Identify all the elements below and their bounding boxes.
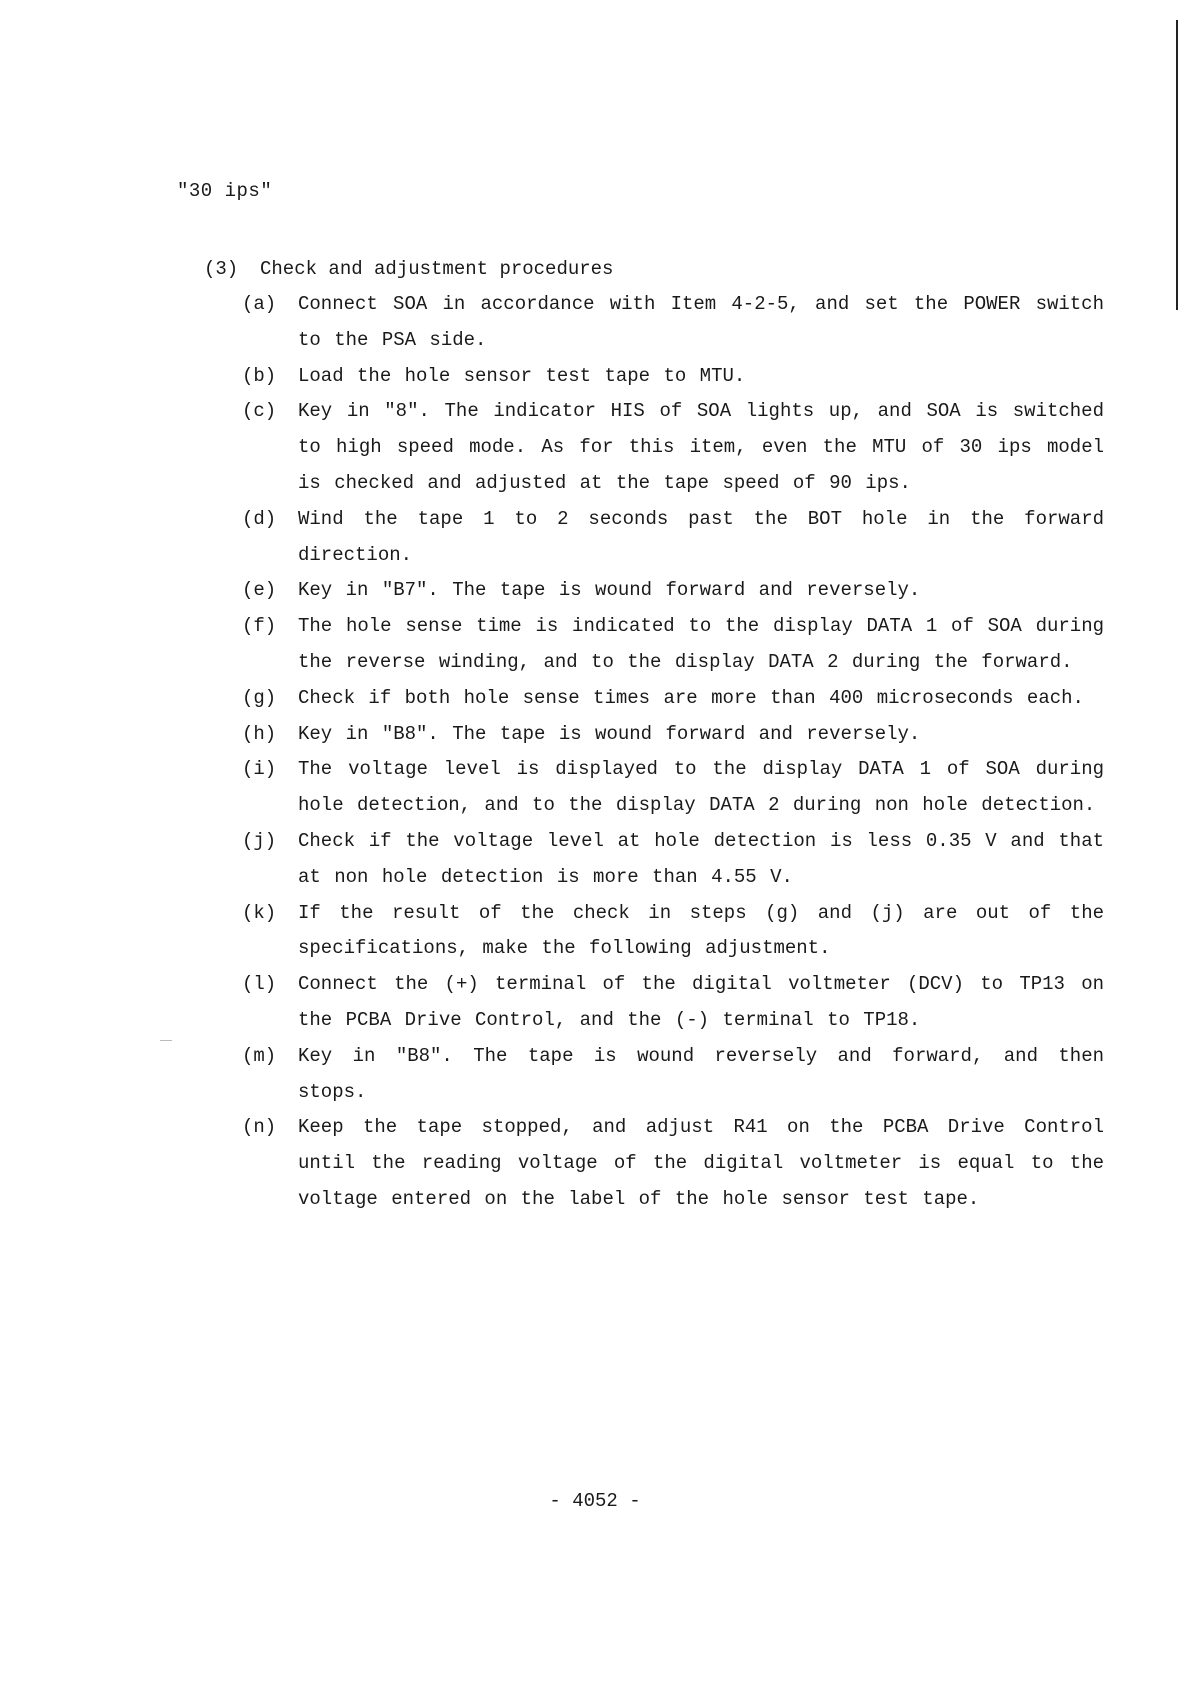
procedure-step bbox=[242, 967, 1104, 1039]
step-text: Key in "B8". The tape is wound forward and reversely. bbox=[298, 722, 921, 745]
procedure-step bbox=[242, 1039, 1104, 1111]
step-label: (a) bbox=[242, 293, 277, 315]
step-label: (n) bbox=[242, 1116, 277, 1139]
procedure-step bbox=[242, 394, 1104, 501]
step-label: (m) bbox=[242, 1044, 277, 1067]
step-text: Connect SOA in accordance with Item 4-2-5, and set the POWER switch to the PSA side. bbox=[298, 293, 1104, 351]
step-text: Key in "B7". The tape is wound forward and reversely. bbox=[298, 579, 921, 602]
step-label: (j) bbox=[242, 829, 277, 852]
step-label: (h) bbox=[242, 722, 277, 745]
step-text: Wind the tape 1 to 2 seconds past the BOT hole in the forward direction. bbox=[298, 507, 1104, 566]
step-label: (f) bbox=[242, 615, 277, 638]
procedure-step bbox=[242, 824, 1104, 896]
procedure-step bbox=[242, 896, 1104, 968]
procedure-step bbox=[242, 1110, 1104, 1217]
section-number: (3) bbox=[204, 258, 239, 280]
procedure-step bbox=[242, 287, 1104, 359]
section-heading bbox=[204, 251, 1104, 287]
scan-margin-tick bbox=[160, 1040, 172, 1041]
procedure-step bbox=[242, 681, 1104, 717]
procedure-step bbox=[242, 502, 1104, 574]
step-text: Key in "B8". The tape is wound reversely and forward, and then stops. bbox=[298, 1044, 1104, 1103]
step-text: Load the hole sensor test tape to MTU. bbox=[298, 364, 746, 387]
step-label: (k) bbox=[242, 901, 277, 924]
page-header: "30 ips" bbox=[177, 180, 273, 202]
procedure-step bbox=[242, 717, 1104, 753]
step-label: (g) bbox=[242, 686, 277, 709]
step-text: Key in "8". The indicator HIS of SOA lights up, and SOA is switched to high speed mode. As for this item, even the MTU of 30 ips model is checked and adjusted at the tape speed of 90 ips. bbox=[298, 400, 1104, 494]
step-text: Keep the tape stopped, and adjust R41 on the PCBA Drive Control until the reading voltage of the digital voltmeter is equal to the voltage entered on the label of the hole sensor test tape. bbox=[298, 1116, 1104, 1210]
step-text: Check if both hole sense times are more than 400 microseconds each. bbox=[298, 686, 1084, 709]
procedure-steps bbox=[242, 287, 1104, 1218]
page-number: - 4052 - bbox=[549, 1490, 641, 1512]
step-text: Check if the voltage level at hole detection is less 0.35 V and that at non hole detection is more than 4.55 V. bbox=[298, 829, 1104, 888]
step-label: (e) bbox=[242, 579, 277, 602]
procedure-step bbox=[242, 609, 1104, 681]
step-text: The hole sense time is indicated to the display DATA 1 of SOA during the reverse winding, and to the display DATA 2 during the forward. bbox=[298, 615, 1104, 673]
step-label: (c) bbox=[242, 400, 277, 423]
step-text: Connect the (+) terminal of the digital voltmeter (DCV) to TP13 on the PCBA Drive Control, and the (-) terminal to TP18. bbox=[298, 973, 1104, 1031]
step-label: (d) bbox=[242, 507, 277, 530]
step-text: If the result of the check in steps (g) and (j) are out of the specifications, make the following adjustment. bbox=[298, 901, 1104, 960]
procedure-step bbox=[242, 752, 1104, 824]
procedure-section bbox=[204, 251, 1104, 1218]
procedure-step bbox=[242, 359, 1104, 395]
step-label: (i) bbox=[242, 758, 277, 781]
step-label: (l) bbox=[242, 973, 277, 996]
scan-edge-mark bbox=[1176, 20, 1178, 310]
step-label: (b) bbox=[242, 364, 277, 387]
section-title: Check and adjustment procedures bbox=[260, 258, 614, 280]
procedure-step bbox=[242, 573, 1104, 609]
step-text: The voltage level is displayed to the display DATA 1 of SOA during hole detection, and to the display DATA 2 during non hole detection. bbox=[298, 758, 1104, 817]
